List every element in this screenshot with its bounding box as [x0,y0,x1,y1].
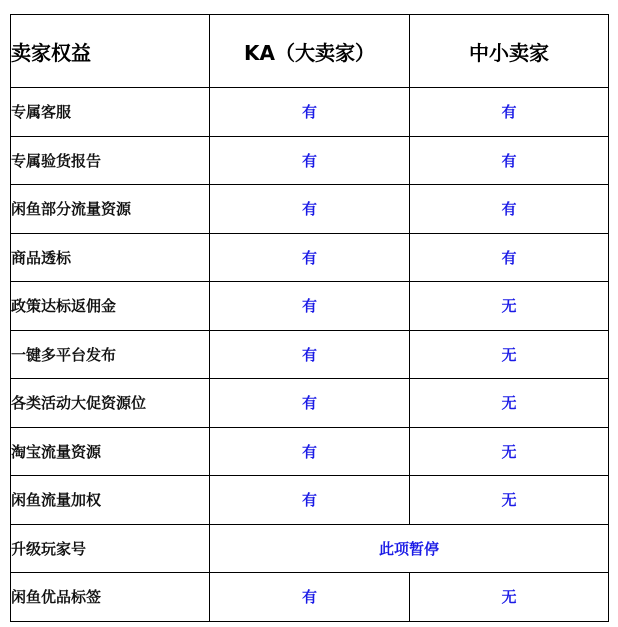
row-label: 闲鱼流量加权 [11,476,210,525]
ka-value: 有 [210,88,410,137]
header-ka-seller: KA（大卖家） [210,15,410,88]
ka-value: 有 [210,573,410,622]
ka-value: 有 [210,233,410,282]
table-row [11,427,609,476]
sme-value: 无 [410,330,609,379]
row-label: 各类活动大促资源位 [11,379,210,428]
sme-value: 无 [410,427,609,476]
table-row [11,88,609,137]
ka-value: 有 [210,330,410,379]
sme-value: 有 [410,136,609,185]
table-row [11,330,609,379]
ka-value: 有 [210,476,410,525]
table-row [11,573,609,622]
ka-value: 有 [210,136,410,185]
row-label: 专属验货报告 [11,136,210,185]
sme-value: 无 [410,282,609,331]
sme-value: 无 [410,573,609,622]
table-row [11,136,609,185]
header-seller-rights: 卖家权益 [11,15,210,88]
row-label: 淘宝流量资源 [11,427,210,476]
row-label: 政策达标返佣金 [11,282,210,331]
row-label: 专属客服 [11,88,210,137]
table-row [11,379,609,428]
row-label: 闲鱼优品标签 [11,573,210,622]
table-row [11,233,609,282]
table-row [11,476,609,525]
header-sme-seller: 中小卖家 [410,15,609,88]
ka-value: 有 [210,379,410,428]
table-row [11,185,609,234]
ka-value: 有 [210,282,410,331]
table-row [11,282,609,331]
table-row [11,524,609,573]
row-label: 闲鱼部分流量资源 [11,185,210,234]
row-label: 升级玩家号 [11,524,210,573]
seller-rights-table [10,14,609,622]
sme-value: 无 [410,379,609,428]
row-label: 一键多平台发布 [11,330,210,379]
sme-value: 有 [410,88,609,137]
ka-value: 有 [210,427,410,476]
sme-value: 有 [410,233,609,282]
ka-value: 有 [210,185,410,234]
sme-value: 无 [410,476,609,525]
sme-value: 有 [410,185,609,234]
merged-value: 此项暂停 [210,524,609,573]
row-label: 商品透标 [11,233,210,282]
header-row [11,15,609,88]
